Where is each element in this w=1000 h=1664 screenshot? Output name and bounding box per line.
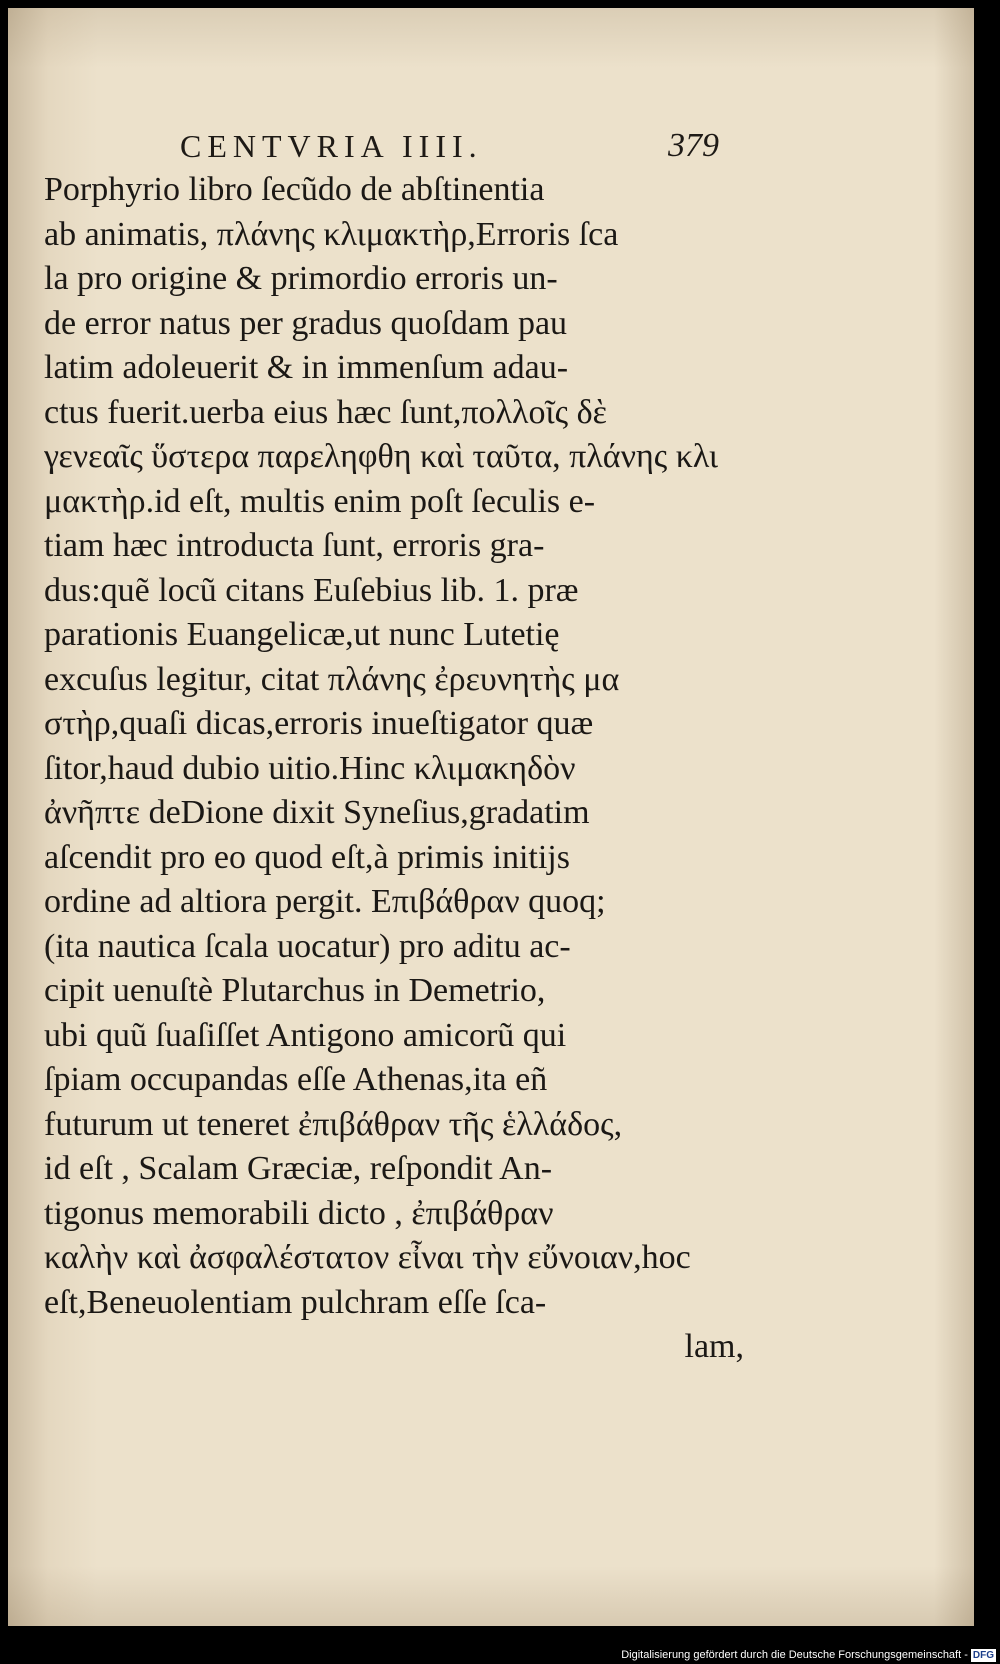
text-block xyxy=(44,168,744,1370)
running-title: CENTVRIA IIII. xyxy=(180,128,483,164)
book-page xyxy=(8,8,974,1626)
text-line: parationis Euangelicæ,ut nunc Lutetię xyxy=(44,616,560,653)
text-line: ἀνῆπτε deDione dixit Syneſius,gradatim xyxy=(44,794,590,831)
text-line: la pro origine & primordio erroris un- xyxy=(44,260,558,297)
text-line: καλὴν καὶ ἀσφαλέστατον εἶναι τὴν εὔνοιαν,hoc xyxy=(44,1239,691,1276)
text-line: ctus fuerit.uerba eius hæc ſunt,πολλοῖς δὲ xyxy=(44,393,607,431)
text-line: aſcendit pro eo quod eſt,à primis initijs xyxy=(44,838,570,876)
text-line: tiam hæc introducta ſunt, erroris gra- xyxy=(44,527,545,564)
text-line: tigonus memorabili dicto , ἐπιβάθραν xyxy=(44,1194,554,1232)
catchword: lam, xyxy=(684,1328,744,1365)
text-line: ſpiam occupandas eſſe Athenas,ita eñ xyxy=(44,1061,548,1098)
text-line: μακτὴρ.id eſt, multis enim poſt ſeculis e- xyxy=(44,482,596,520)
text-line: Porphyrio libro ſecũdo de abſtinentia xyxy=(44,171,545,208)
dfg-logo: DFG xyxy=(972,1649,994,1661)
text-line: στὴρ,quaſi dicas,erroris inueſtigator quæ xyxy=(44,705,594,742)
text-line: ordine ad altiora pergit. Επιβάθραν quoq; xyxy=(44,883,606,920)
text-line: ſitor,haud dubio uitio.Hinc κλιμακηδὸν xyxy=(44,749,576,787)
text-line: eſt,Beneuolentiam pulchram eſſe ſca- xyxy=(44,1283,547,1321)
text-line: id eſt , Scalam Græciæ, reſpondit An- xyxy=(44,1150,553,1187)
text-line: futurum ut teneret ἐπιβάθραν τῆς ἑλλάδος, xyxy=(44,1105,623,1143)
text-line: ab animatis, πλάνης κλιμακτὴρ,Erroris ſca xyxy=(44,215,619,253)
text-line: de error natus per gradus quoſdam pau xyxy=(44,304,568,342)
text-line: dus:quẽ locũ citans Euſebius lib. 1. præ xyxy=(44,571,579,609)
page-number: 379 xyxy=(668,127,719,164)
funding-text: Digitalisierung gefördert durch die Deutsche Forschungsgemeinschaft - xyxy=(621,1649,968,1661)
text-line: ubi quũ ſuaſiſſet Antigono amicorũ qui xyxy=(44,1016,567,1054)
text-line: excuſus legitur, citat πλάνης ἐρευνητὴς μα xyxy=(44,660,620,698)
running-head xyxy=(8,126,974,166)
text-line: γενεαῖς ὕστερα παρεληφθη καὶ ταῦτα, πλάνης κλι xyxy=(44,438,719,475)
funding-notice xyxy=(621,1647,996,1663)
text-line: cipit uenuſtè Plutarchus in Demetrio, xyxy=(44,972,546,1009)
text-line: (ita nautica ſcala uocatur) pro aditu ac- xyxy=(44,927,571,965)
text-line: latim adoleuerit & in immenſum adau- xyxy=(44,349,569,386)
